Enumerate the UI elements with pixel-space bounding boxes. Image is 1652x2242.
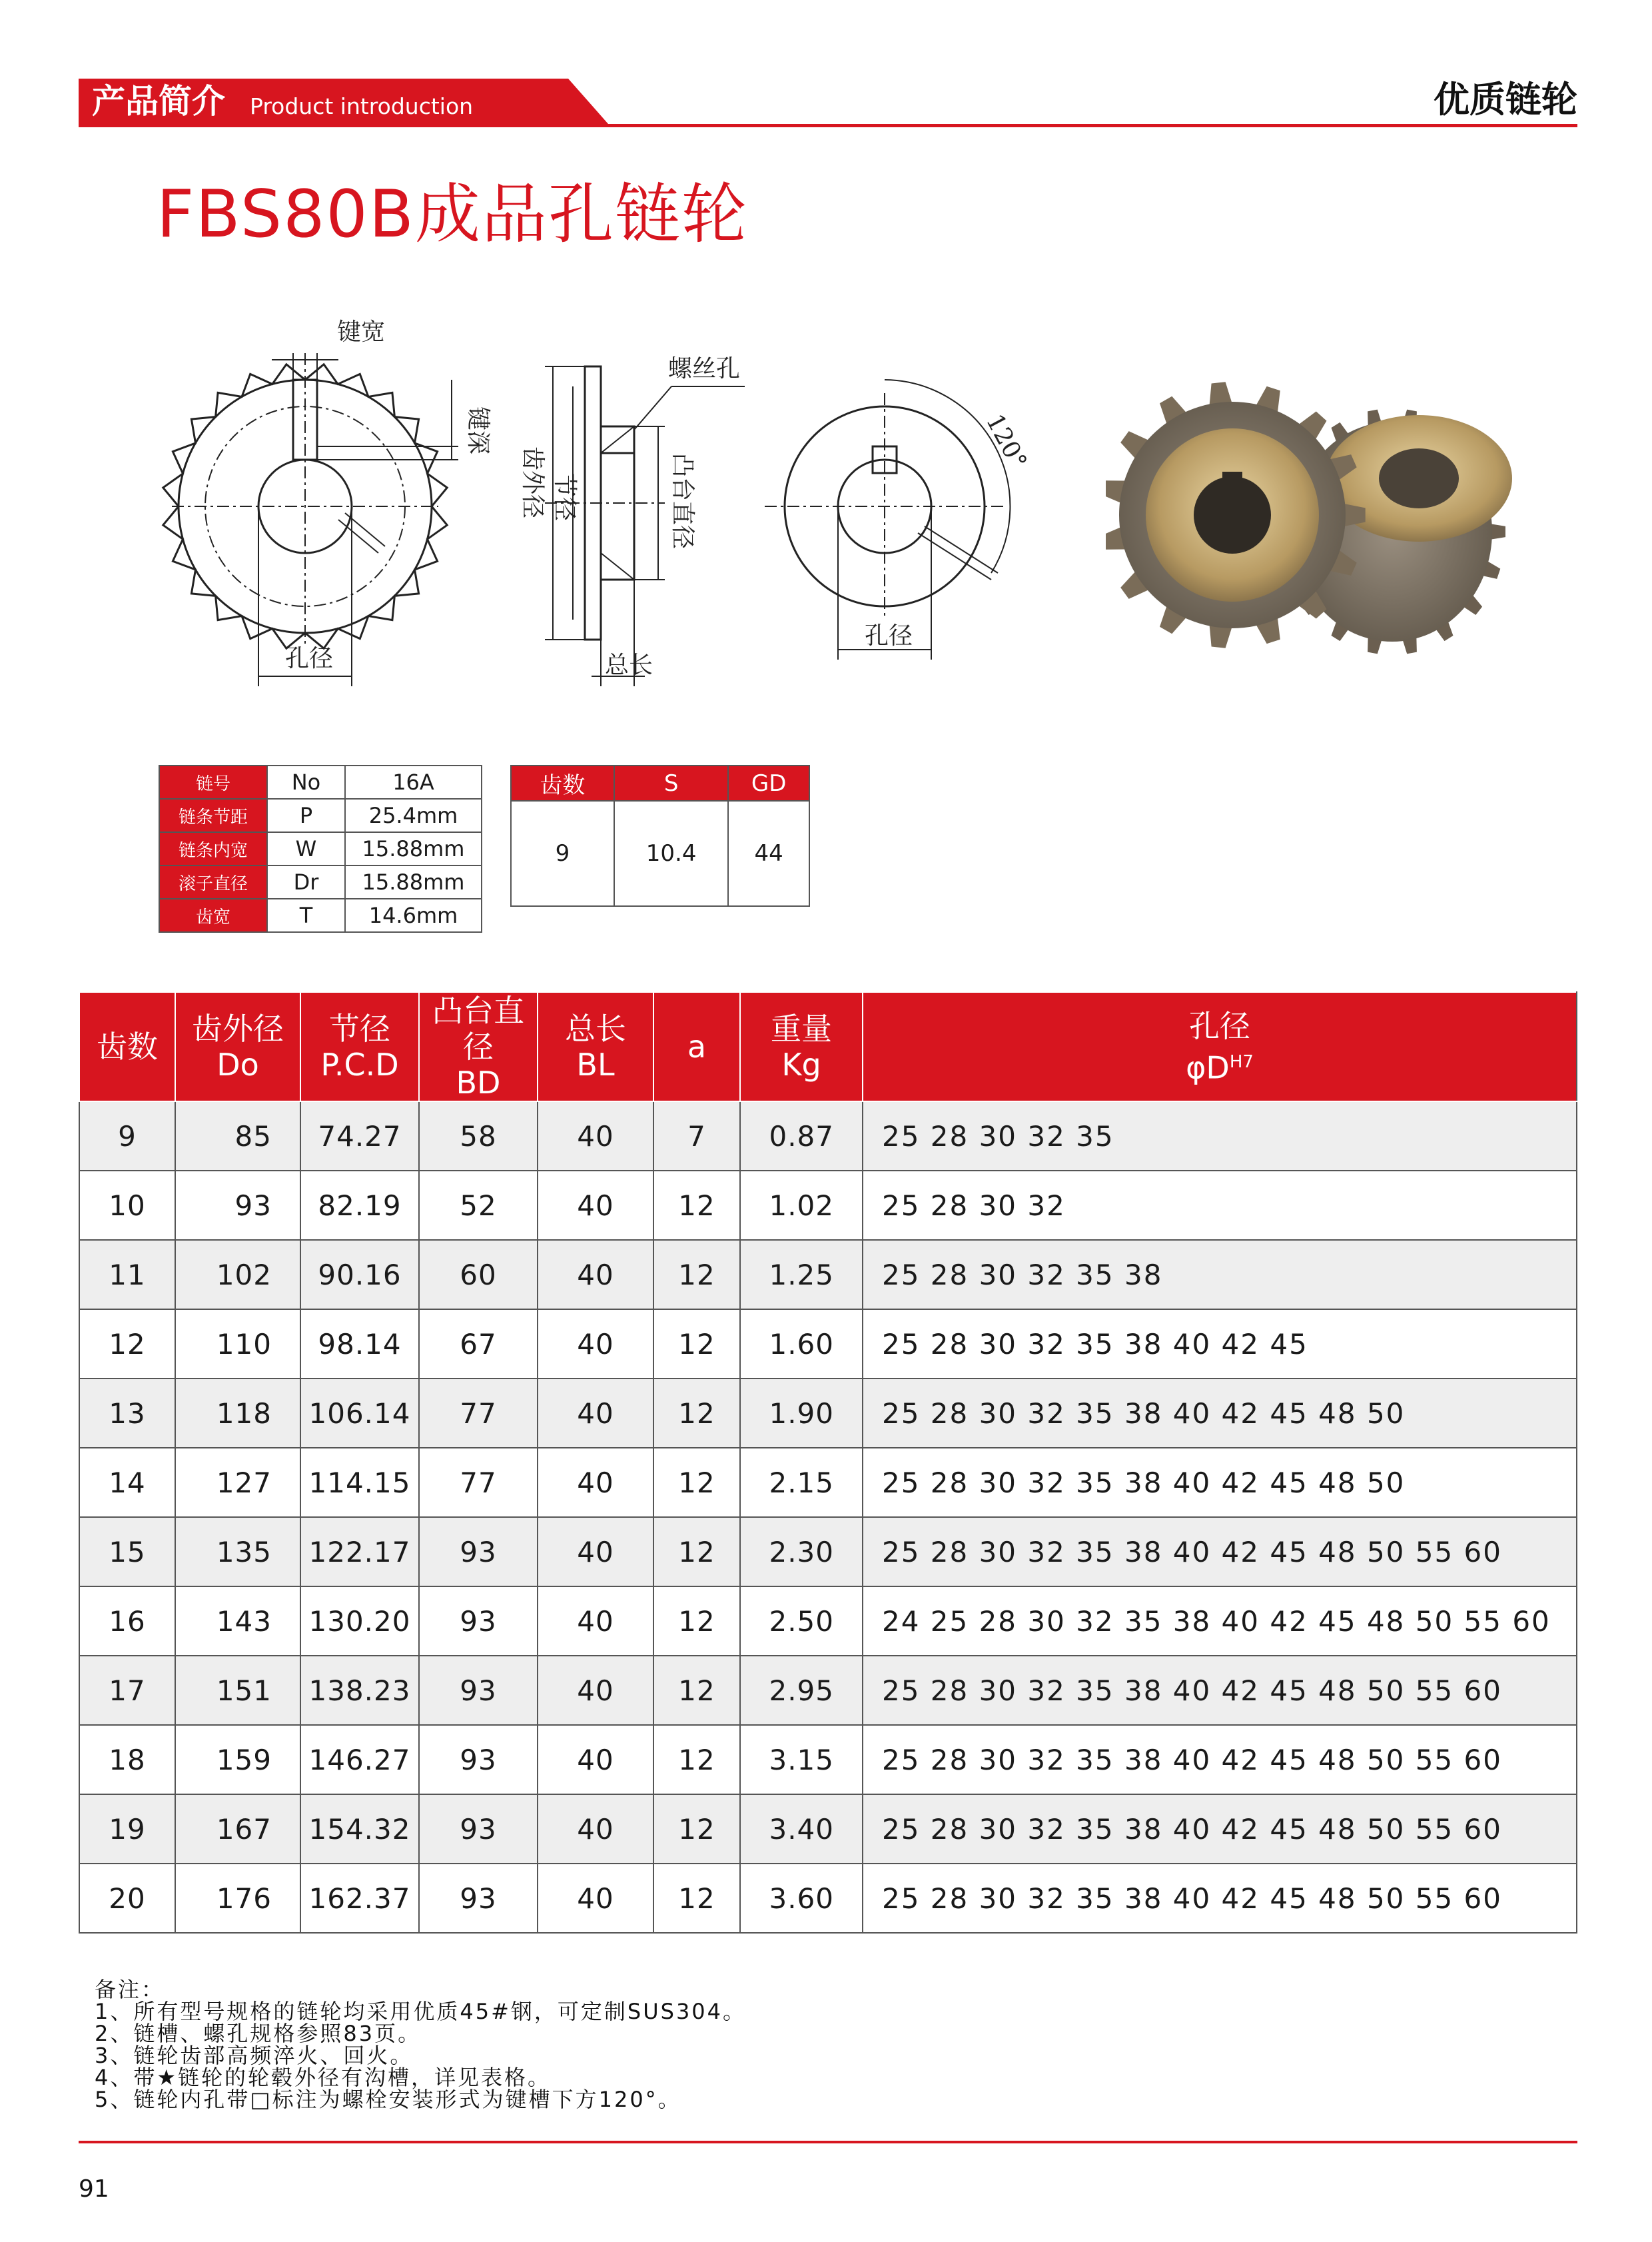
column-header-primary: a [687, 1029, 707, 1065]
page-title: FBS80B成品孔链轮 [157, 177, 749, 253]
cell-hub-dia: 93 [419, 1586, 538, 1656]
cell-bore-sizes: 25 28 30 32 35 38 40 42 45 48 50 55 60 [863, 1656, 1577, 1725]
note-item: 2、链槽、螺孔规格参照83页。 [95, 2021, 422, 2046]
column-header-primary: 总长 [565, 1011, 626, 1047]
note-item: 3、链轮齿部高频淬火、回火。 [95, 2043, 414, 2068]
column-header [300, 992, 419, 1101]
tolerance-superscript: H7 [1229, 1051, 1254, 1072]
label-bore-right: 孔径 [865, 622, 913, 650]
column-header [175, 992, 300, 1101]
cell-outer-dia: 176 [175, 1864, 300, 1933]
spec-value: 16A [345, 766, 482, 799]
gd-header-gd: GD [728, 766, 809, 801]
cell-hub-dia: 93 [419, 1794, 538, 1864]
spec-row [159, 832, 482, 865]
cell-a-value: 12 [653, 1448, 740, 1517]
note-item: 4、带★链轮的轮毂外径有沟槽，详见表格。 [95, 2065, 552, 2090]
cell-weight: 2.95 [740, 1656, 863, 1725]
cell-outer-dia: 110 [175, 1309, 300, 1379]
cell-weight: 2.30 [740, 1517, 863, 1586]
cell-a-value: 12 [653, 1171, 740, 1240]
sprocket-spec-table [79, 991, 1577, 1934]
cell-hub-dia: 58 [419, 1101, 538, 1171]
spec-label: 链条节距 [159, 799, 267, 832]
column-header [863, 992, 1577, 1101]
cell-hub-dia: 52 [419, 1171, 538, 1240]
cell-weight: 2.50 [740, 1586, 863, 1656]
label-key-depth: 键深 [464, 406, 492, 455]
gd-cell-gd: 44 [728, 801, 809, 906]
cell-a-value: 12 [653, 1309, 740, 1379]
cell-total-length: 40 [538, 1794, 653, 1864]
spec-label: 滚子直径 [159, 865, 267, 899]
cell-total-length: 40 [538, 1379, 653, 1448]
column-header-secondary [538, 1047, 653, 1083]
cell-hub-dia: 77 [419, 1379, 538, 1448]
cell-outer-dia: 102 [175, 1240, 300, 1309]
spec-symbol: No [267, 766, 345, 799]
cell-outer-dia: 118 [175, 1379, 300, 1448]
cell-a-value: 12 [653, 1379, 740, 1448]
notes-block [95, 1979, 746, 2111]
table-row [79, 1794, 1577, 1864]
cell-a-value: 12 [653, 1517, 740, 1586]
cell-total-length: 40 [538, 1517, 653, 1586]
cell-hub-dia: 67 [419, 1309, 538, 1379]
cell-weight: 3.40 [740, 1794, 863, 1864]
column-header-unit: φD [1186, 1049, 1230, 1086]
spec-row [159, 766, 482, 799]
cell-pitch-dia: 138.23 [300, 1656, 419, 1725]
column-header [740, 992, 863, 1101]
spec-value: 15.88mm [345, 865, 482, 899]
cell-pitch-dia: 114.15 [300, 1448, 419, 1517]
table-row [79, 1725, 1577, 1794]
column-header-unit: P.C.D [320, 1047, 399, 1083]
gd-cell-s: 10.4 [614, 801, 728, 906]
column-header-unit: BL [576, 1047, 615, 1083]
note-item: 5、链轮内孔带□标注为螺栓安装形式为键槽下方120°。 [95, 2087, 681, 2112]
cell-teeth-count: 16 [79, 1586, 175, 1656]
column-header [419, 992, 538, 1101]
cell-a-value: 12 [653, 1725, 740, 1794]
label-key-width: 键宽 [337, 318, 386, 346]
cell-pitch-dia: 98.14 [300, 1309, 419, 1379]
cell-bore-sizes: 25 28 30 32 35 38 40 42 45 [863, 1309, 1577, 1379]
cell-bore-sizes: 24 25 28 30 32 35 38 40 42 45 48 50 55 60 [863, 1586, 1577, 1656]
cell-bore-sizes: 25 28 30 32 [863, 1171, 1577, 1240]
cell-outer-dia: 135 [175, 1517, 300, 1586]
cell-outer-dia: 93 [175, 1171, 300, 1240]
cell-teeth-count: 11 [79, 1240, 175, 1309]
gd-header-teeth: 齿数 [511, 766, 614, 801]
cell-hub-dia: 93 [419, 1864, 538, 1933]
cell-hub-dia: 60 [419, 1240, 538, 1309]
spec-value: 15.88mm [345, 832, 482, 865]
cell-hub-dia: 93 [419, 1517, 538, 1586]
section-title-zh: 产品简介 [92, 82, 225, 121]
column-header-primary: 孔径 [1189, 1007, 1250, 1044]
label-angle: 120° [981, 409, 1032, 474]
cell-teeth-count: 14 [79, 1448, 175, 1517]
table-row [79, 1586, 1577, 1656]
footer-rule [79, 2141, 1577, 2143]
column-header-primary: 齿外径 [192, 1011, 284, 1047]
cell-a-value: 12 [653, 1794, 740, 1864]
cell-pitch-dia: 122.17 [300, 1517, 419, 1586]
cell-hub-dia: 93 [419, 1725, 538, 1794]
cell-pitch-dia: 130.20 [300, 1586, 419, 1656]
cell-weight: 3.15 [740, 1725, 863, 1794]
spec-value: 25.4mm [345, 799, 482, 832]
cell-a-value: 12 [653, 1656, 740, 1725]
spec-value: 14.6mm [345, 899, 482, 932]
cell-teeth-count: 10 [79, 1171, 175, 1240]
cell-weight: 1.02 [740, 1171, 863, 1240]
cell-outer-dia: 143 [175, 1586, 300, 1656]
cell-outer-dia: 85 [175, 1101, 300, 1171]
column-header-secondary [176, 1047, 300, 1083]
column-header [538, 992, 653, 1101]
cell-hub-dia: 77 [419, 1448, 538, 1517]
section-title-en: Product introduction [250, 93, 474, 119]
cell-teeth-count: 20 [79, 1864, 175, 1933]
cell-bore-sizes: 25 28 30 32 35 38 40 42 45 48 50 [863, 1448, 1577, 1517]
cell-teeth-count: 12 [79, 1309, 175, 1379]
cell-pitch-dia: 74.27 [300, 1101, 419, 1171]
table-row [79, 1864, 1577, 1933]
cell-total-length: 40 [538, 1448, 653, 1517]
note-item: 1、所有型号规格的链轮均采用优质45#钢，可定制SUS304。 [95, 1999, 747, 2024]
cell-weight: 1.90 [740, 1379, 863, 1448]
technical-drawings [145, 313, 1038, 700]
cell-total-length: 40 [538, 1171, 653, 1240]
cell-weight: 3.60 [740, 1864, 863, 1933]
cell-total-length: 40 [538, 1240, 653, 1309]
cell-a-value: 12 [653, 1586, 740, 1656]
spec-row [159, 865, 482, 899]
header-right-label: 优质链轮 [1434, 79, 1577, 121]
cell-a-value: 7 [653, 1101, 740, 1171]
label-pitch-dia: 节径 [551, 473, 578, 522]
cell-weight: 1.25 [740, 1240, 863, 1309]
cell-a-value: 12 [653, 1240, 740, 1309]
label-bore-left: 孔径 [285, 645, 334, 672]
cell-teeth-count: 13 [79, 1379, 175, 1448]
cell-outer-dia: 159 [175, 1725, 300, 1794]
cell-bore-sizes: 25 28 30 32 35 38 40 42 45 48 50 [863, 1379, 1577, 1448]
spec-symbol: P [267, 799, 345, 832]
column-header-primary: 重量 [771, 1011, 832, 1047]
table-row [79, 1517, 1577, 1586]
page-number: 91 [79, 2175, 109, 2203]
cell-pitch-dia: 90.16 [300, 1240, 419, 1309]
spec-symbol: T [267, 899, 345, 932]
column-header-primary: 凸台直径 [432, 993, 524, 1065]
cell-a-value: 12 [653, 1864, 740, 1933]
column-header-primary: 节径 [329, 1011, 390, 1047]
gd-header-s: S [614, 766, 728, 801]
column-header-unit: BD [456, 1065, 501, 1101]
cell-weight: 0.87 [740, 1101, 863, 1171]
column-header-secondary [863, 1044, 1576, 1085]
cell-total-length: 40 [538, 1309, 653, 1379]
hub-view-drawing [765, 380, 1010, 660]
cell-teeth-count: 9 [79, 1101, 175, 1171]
cell-total-length: 40 [538, 1101, 653, 1171]
notes-heading: 备注： [95, 1977, 165, 2002]
cell-pitch-dia: 82.19 [300, 1171, 419, 1240]
cell-teeth-count: 15 [79, 1517, 175, 1586]
column-header-secondary [420, 1065, 537, 1101]
table-row [79, 1309, 1577, 1379]
cell-bore-sizes: 25 28 30 32 35 38 [863, 1240, 1577, 1309]
cell-pitch-dia: 146.27 [300, 1725, 419, 1794]
cell-total-length: 40 [538, 1725, 653, 1794]
cell-teeth-count: 17 [79, 1656, 175, 1725]
column-header-unit: Do [216, 1047, 259, 1083]
table-row [79, 1448, 1577, 1517]
cell-teeth-count: 18 [79, 1725, 175, 1794]
column-header-secondary [741, 1047, 862, 1083]
cell-outer-dia: 127 [175, 1448, 300, 1517]
cell-teeth-count: 19 [79, 1794, 175, 1864]
cell-hub-dia: 93 [419, 1656, 538, 1725]
cell-total-length: 40 [538, 1586, 653, 1656]
table-row [79, 1379, 1577, 1448]
cell-outer-dia: 151 [175, 1656, 300, 1725]
column-header-secondary [301, 1047, 418, 1083]
label-outer-dia: 齿外径 [519, 446, 546, 519]
column-header [653, 992, 740, 1101]
cell-total-length: 40 [538, 1864, 653, 1933]
header-rule [79, 124, 1577, 127]
gd-cell-teeth: 9 [511, 801, 614, 906]
table-row [79, 1240, 1577, 1309]
cell-pitch-dia: 106.14 [300, 1379, 419, 1448]
label-total-length: 总长 [605, 652, 653, 679]
front-view-drawing [163, 318, 458, 686]
column-header-unit: Kg [781, 1047, 821, 1083]
cell-bore-sizes: 25 28 30 32 35 38 40 42 45 48 50 55 60 [863, 1517, 1577, 1586]
label-hub-dia: 凸台直径 [669, 453, 696, 550]
cell-bore-sizes: 25 28 30 32 35 [863, 1101, 1577, 1171]
cell-total-length: 40 [538, 1656, 653, 1725]
spec-symbol: Dr [267, 865, 345, 899]
spec-row [159, 899, 482, 932]
spec-symbol: W [267, 832, 345, 865]
table-row [79, 1101, 1577, 1171]
column-header-primary: 齿数 [97, 1029, 158, 1065]
product-photo [1106, 378, 1545, 658]
chain-spec-table [159, 765, 482, 933]
cell-weight: 1.60 [740, 1309, 863, 1379]
cell-bore-sizes: 25 28 30 32 35 38 40 42 45 48 50 55 60 [863, 1725, 1577, 1794]
cell-bore-sizes: 25 28 30 32 35 38 40 42 45 48 50 55 60 [863, 1794, 1577, 1864]
spec-label: 齿宽 [159, 899, 267, 932]
table-row [79, 1171, 1577, 1240]
spec-label: 链号 [159, 766, 267, 799]
hub-groove-table [510, 765, 810, 907]
spec-row [159, 799, 482, 832]
cell-outer-dia: 167 [175, 1794, 300, 1864]
cell-pitch-dia: 154.32 [300, 1794, 419, 1864]
spec-label: 链条内宽 [159, 832, 267, 865]
column-header [79, 992, 175, 1101]
table-row [79, 1656, 1577, 1725]
cell-weight: 2.15 [740, 1448, 863, 1517]
cell-bore-sizes: 25 28 30 32 35 38 40 42 45 48 50 55 60 [863, 1864, 1577, 1933]
cell-pitch-dia: 162.37 [300, 1864, 419, 1933]
label-screw-hole: 螺丝孔 [668, 355, 741, 382]
